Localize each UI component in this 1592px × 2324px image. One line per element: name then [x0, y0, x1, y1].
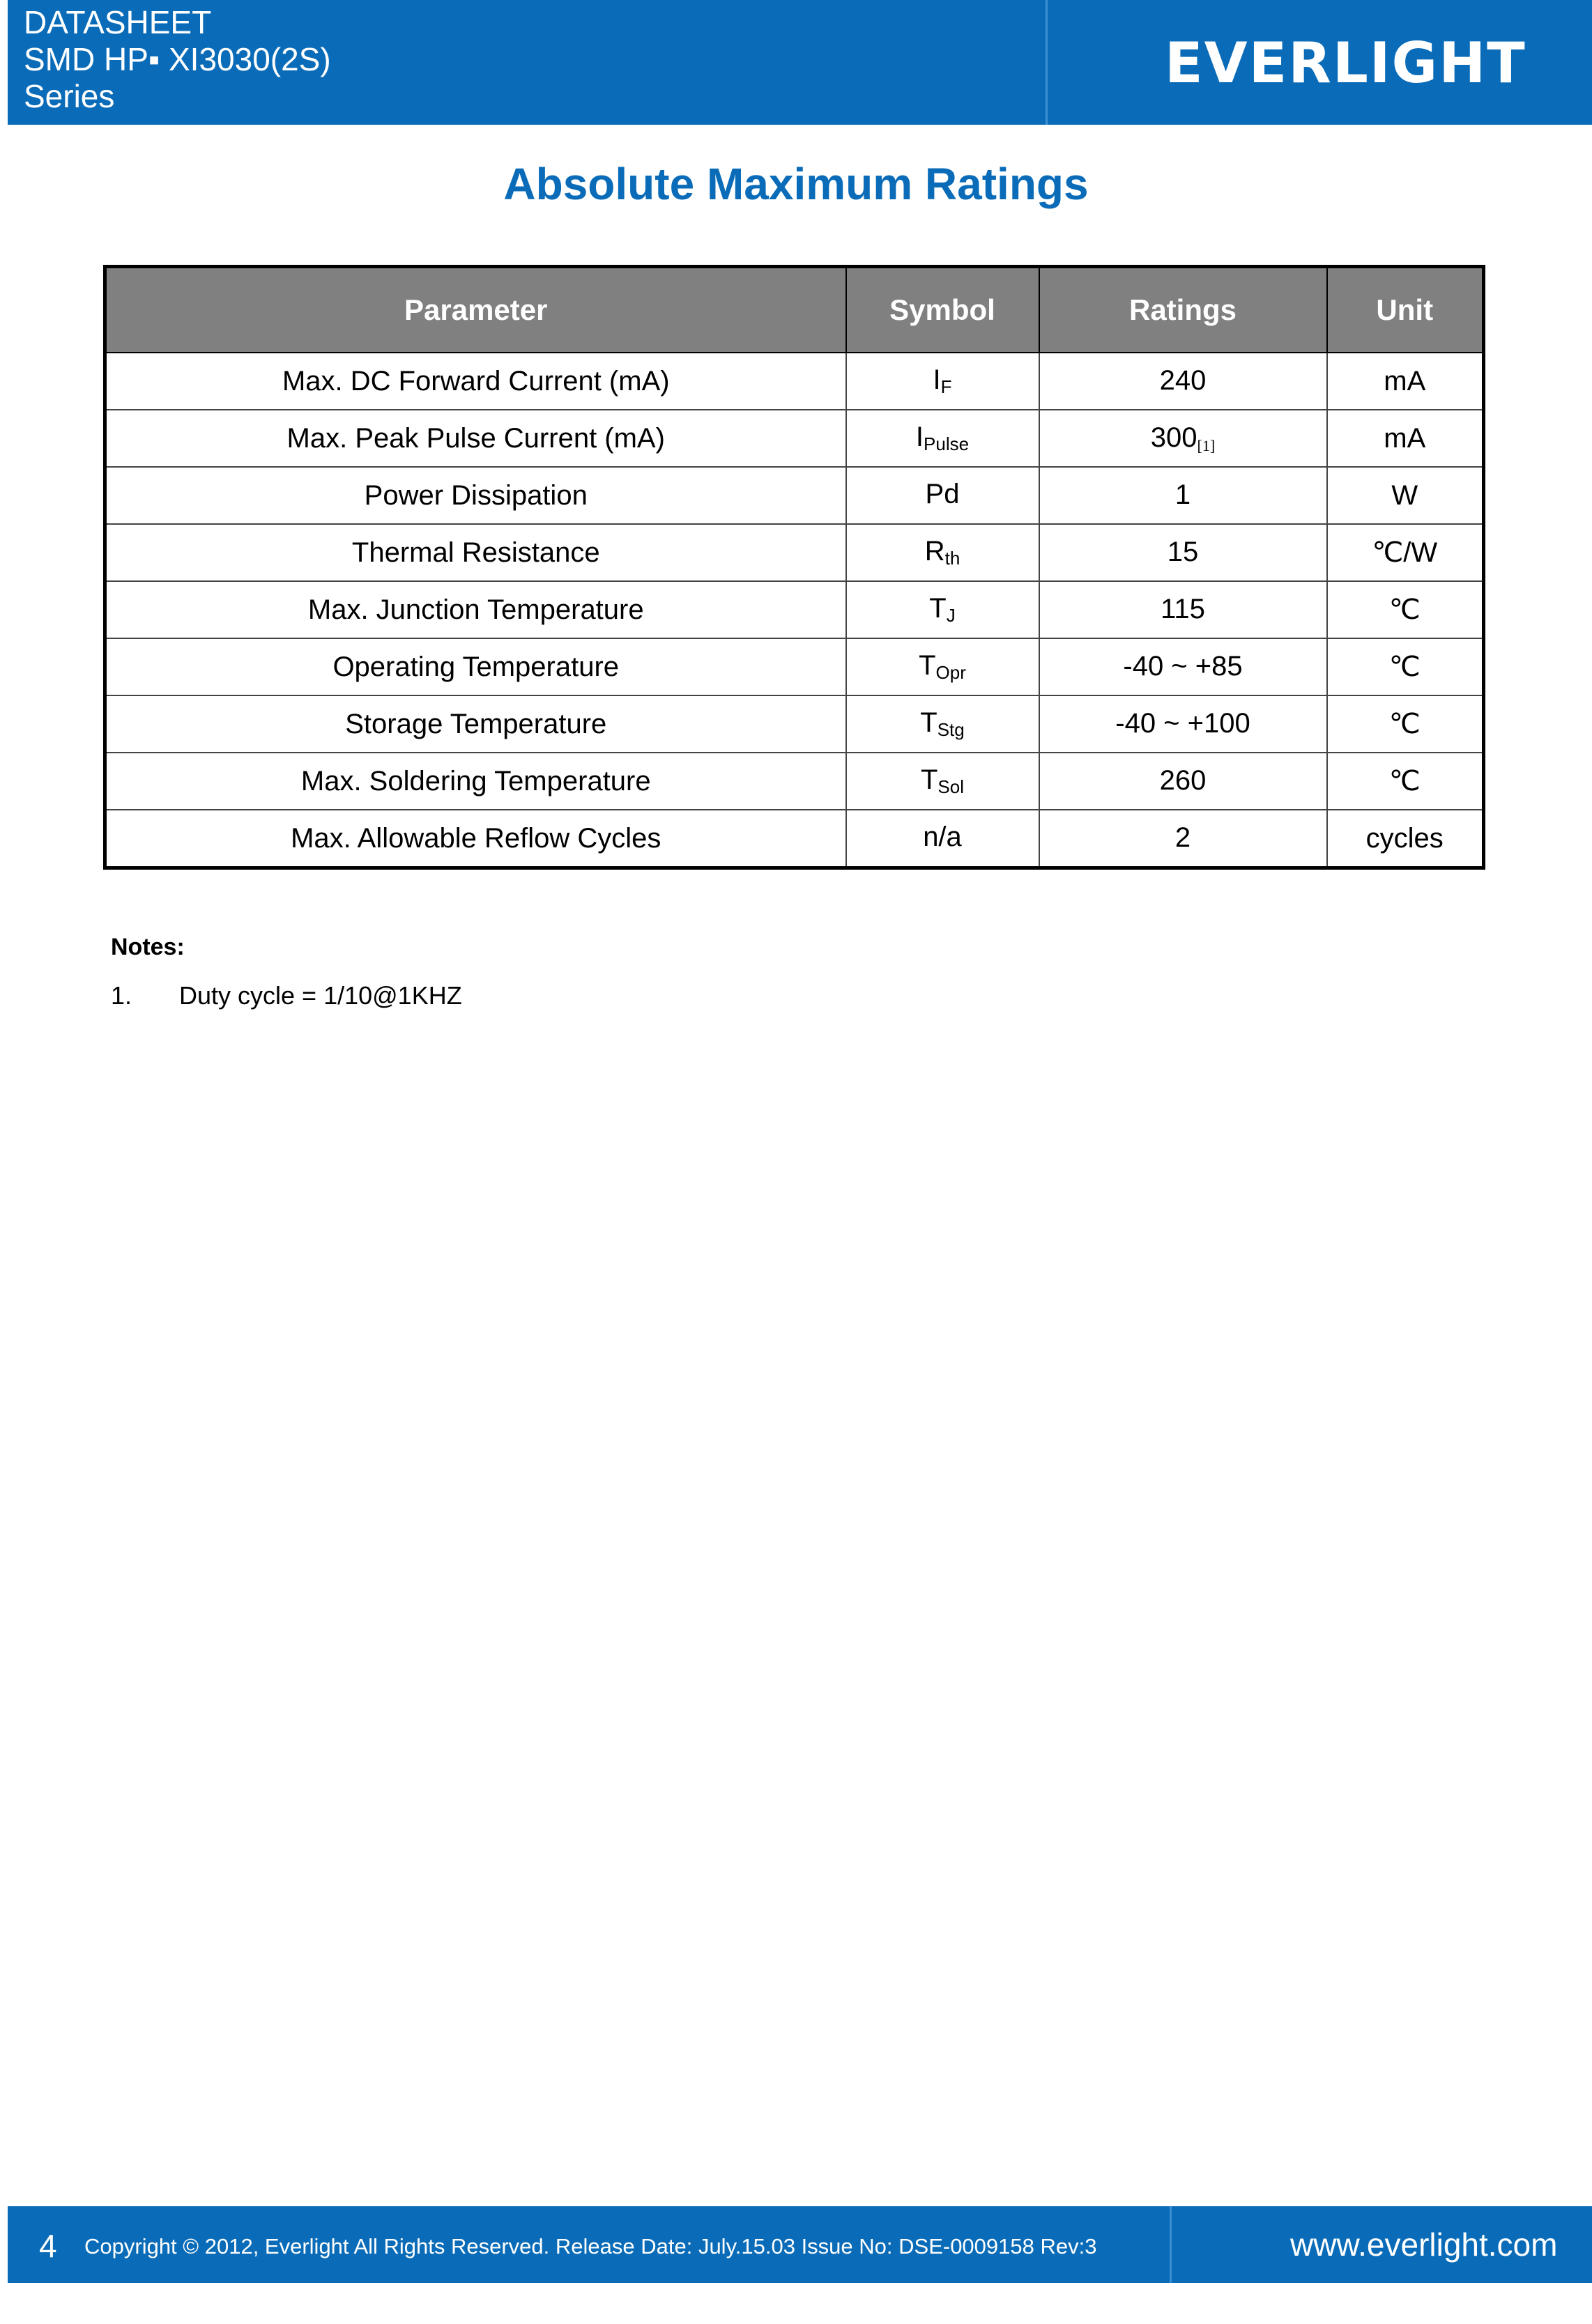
cell-rating — [1039, 753, 1327, 810]
cell-parameter: Max. Soldering Temperature — [105, 753, 846, 810]
footer-divider — [1170, 2206, 1172, 2283]
symbol-subscript: J — [946, 605, 956, 626]
cell-parameter: Max. DC Forward Current (mA) — [105, 353, 846, 410]
rating-value: -40 ~ +100 — [1115, 707, 1250, 739]
cell-symbol — [846, 638, 1039, 695]
table-row — [105, 810, 1484, 868]
symbol-main: T — [920, 764, 938, 795]
everlight-logo: EVERLIGHT — [1165, 31, 1526, 95]
cell-unit: ℃/W — [1327, 524, 1484, 581]
cell-symbol — [846, 524, 1039, 581]
cell-unit: ℃ — [1327, 695, 1484, 753]
header-line-series: Series — [24, 78, 115, 114]
cell-symbol — [846, 353, 1039, 410]
cell-symbol — [846, 581, 1039, 638]
symbol-subscript: F — [940, 376, 952, 397]
cell-unit: ℃ — [1327, 638, 1484, 695]
cell-rating — [1039, 695, 1327, 753]
cell-unit: ℃ — [1327, 581, 1484, 638]
page-number: 4 — [39, 2228, 57, 2264]
rating-value: 1 — [1174, 479, 1191, 510]
cell-parameter: Max. Allowable Reflow Cycles — [105, 810, 846, 868]
cell-unit: mA — [1327, 410, 1484, 467]
note-number: 1. — [111, 981, 132, 1010]
symbol-main: T — [929, 593, 947, 624]
copyright-text: Copyright © 2012, Everlight All Rights Reserved. Release Date: July.15.03 Issue No: DSE-0009158 Rev:3 — [84, 2234, 1097, 2258]
cell-symbol — [846, 410, 1039, 467]
rating-value: 300 — [1150, 422, 1197, 453]
rating-value: 260 — [1159, 764, 1207, 796]
cell-rating — [1039, 410, 1327, 467]
symbol-main: Pd — [925, 479, 960, 509]
symbol-main: T — [920, 707, 937, 738]
cell-symbol — [846, 467, 1039, 524]
page-header — [8, 0, 1592, 125]
cell-unit: W — [1327, 467, 1484, 524]
table-row — [105, 524, 1484, 581]
rating-value: 15 — [1167, 536, 1199, 567]
absolute-maximum-ratings-table — [103, 265, 1485, 870]
cell-rating — [1039, 467, 1327, 524]
cell-rating — [1039, 638, 1327, 695]
table-row — [105, 695, 1484, 753]
symbol-subscript: Sol — [937, 776, 964, 797]
table-row — [105, 638, 1484, 695]
rating-value: -40 ~ +85 — [1123, 650, 1243, 682]
cell-parameter: Max. Junction Temperature — [105, 581, 846, 638]
website-link[interactable]: www.everlight.com — [1290, 2226, 1558, 2263]
column-header-ratings: Ratings — [1039, 267, 1327, 353]
notes-title: Notes: — [111, 934, 185, 960]
header-line-product: SMD HP▪ XI3030(2S) — [24, 41, 331, 77]
cell-symbol — [846, 810, 1039, 868]
table-row — [105, 581, 1484, 638]
cell-parameter: Storage Temperature — [105, 695, 846, 753]
symbol-main: n/a — [923, 822, 962, 852]
cell-unit: mA — [1327, 353, 1484, 410]
rating-value: 115 — [1161, 593, 1205, 624]
header-divider — [1046, 0, 1048, 125]
cell-rating — [1039, 810, 1327, 868]
symbol-main: I — [933, 364, 941, 395]
cell-unit: cycles — [1327, 810, 1484, 868]
rating-value: 2 — [1174, 822, 1191, 853]
table-row — [105, 753, 1484, 810]
rating-value: 240 — [1159, 364, 1207, 396]
cell-parameter: Operating Temperature — [105, 638, 846, 695]
cell-rating — [1039, 581, 1327, 638]
note-item — [111, 981, 462, 1010]
symbol-subscript: Pulse — [924, 433, 970, 454]
column-header-parameter: Parameter — [105, 267, 846, 353]
table-row — [105, 353, 1484, 410]
note-text: Duty cycle = 1/10@1KHZ — [179, 981, 462, 1010]
cell-rating — [1039, 524, 1327, 581]
symbol-main: I — [915, 422, 924, 452]
page-footer — [8, 2206, 1592, 2283]
cell-rating — [1039, 353, 1327, 410]
symbol-subscript: Stg — [937, 719, 965, 740]
cell-parameter: Thermal Resistance — [105, 524, 846, 581]
symbol-subscript: th — [944, 548, 960, 569]
page-title: Absolute Maximum Ratings — [503, 159, 1089, 209]
header-titles — [24, 4, 331, 115]
cell-parameter: Max. Peak Pulse Current (mA) — [105, 410, 846, 467]
symbol-main: T — [919, 650, 936, 681]
column-header-symbol: Symbol — [846, 267, 1039, 353]
cell-symbol — [846, 695, 1039, 753]
table-row — [105, 410, 1484, 467]
cell-symbol — [846, 753, 1039, 810]
symbol-subscript: Opr — [935, 662, 966, 683]
table-row — [105, 467, 1484, 524]
header-line-datasheet: DATASHEET — [24, 4, 212, 40]
table-header-row — [105, 267, 1484, 353]
cell-unit: ℃ — [1327, 753, 1484, 810]
cell-parameter: Power Dissipation — [105, 467, 846, 524]
rating-note-ref: [1] — [1197, 436, 1216, 454]
column-header-unit: Unit — [1327, 267, 1484, 353]
symbol-main: R — [924, 536, 945, 567]
